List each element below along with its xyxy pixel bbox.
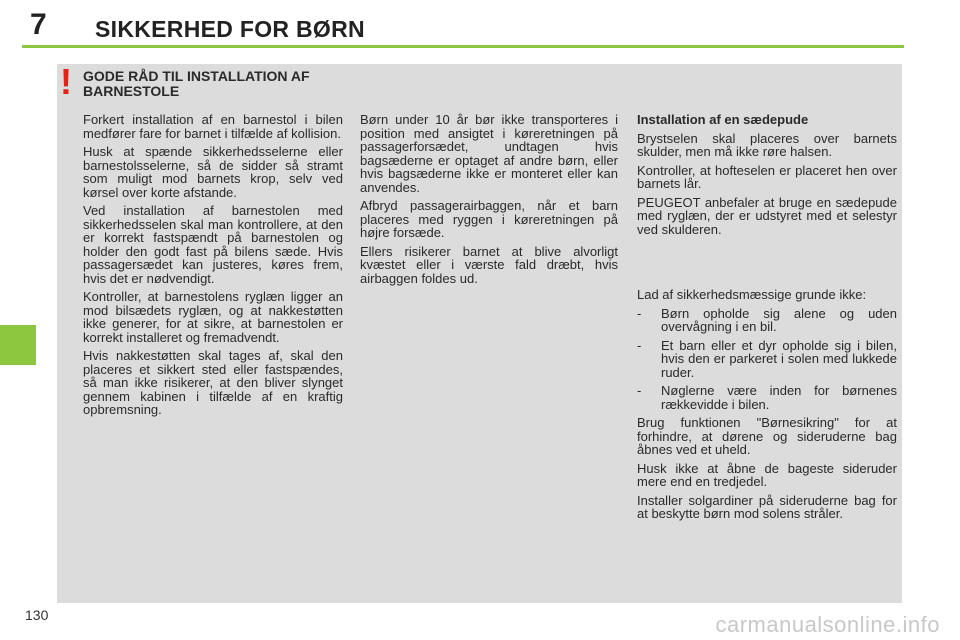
chapter-title: SIKKERHED FOR BØRN [95,16,365,42]
paragraph: Børn under 10 år bør ikke transporteres i position med ansigtet i køreretningen på passagerforsædet, undtagen hvis bagsæderne er optaget af andre børn, eller hvis bagsæderne ikke er monteret eller kan anvendes. [360,112,618,195]
list-item-text: Børn opholde sig alene og uden overvågning i en bil. [661,305,897,334]
list-item [637,384,897,411]
dash-bullet: - [637,383,642,398]
paragraph: Brug funktionen "Børnesikring" for at forhindre, at dørene og sideruderne bag åbnes ved et uheld. [637,415,897,457]
dash-bullet: - [637,305,642,321]
paragraph: Installer solgardiner på sideruderne bag for at beskytte børn mod solens stråler. [637,492,897,521]
paragraph: Husk ikke at åbne de bageste sideruder mere end en tredjedel. [637,460,897,489]
paragraph-intro: Lad af sikkerhedsmæssige grunde ikke: [637,287,867,302]
section-title: GODE RÅD TIL INSTALLATION AF BARNESTOLE [83,68,310,99]
paragraph: Hvis nakkestøtten skal tages af, skal den placeres et sikkert sted eller fastspændes, så man ikke risikerer, at den bliver slynget gennem kabinen i tilfælde af en kraftig opbremsning. [83,348,343,417]
text-column-1 [83,113,343,422]
list-item-text: Nøglerne være inden for børnenes rækkevidde i bilen. [661,383,897,412]
list-item [637,339,897,380]
text-column-2 [360,113,618,290]
paragraph: Husk at spænde sikkerhedsselerne eller barnestolsselerne, så de sidder så stramt som muligt mod barnets krop, selv ved kørsel over korte afstande. [83,144,343,200]
text-column-3 [637,113,897,241]
dash-bullet: - [637,337,642,353]
paragraph: Kontroller, at barnestolens ryglæn ligger an mod bilsædets ryglæn, og at nakkestøtten ikke generer, for at sikre, at barnestolen er korrekt installeret og fremadvendt. [83,289,343,345]
list-item [637,307,897,334]
page-number: 130 [25,607,49,623]
paragraph: Afbryd passagerairbaggen, når et barn placeres med ryggen i køreretningen på højre forsæde. [360,198,618,240]
paragraph: Forkert installation af en barnestol i bilen medfører fare for barnet i tilfælde af kollision. [83,112,343,141]
watermark: carmanualsonline.info [715,612,940,637]
paragraph: Kontroller, at hofteselen er placeret hen over barnets lår. [637,162,897,191]
chapter-number: 7 [30,8,47,41]
header-divider [22,45,904,48]
chapter-side-tab [0,325,36,365]
paragraph: PEUGEOT anbefaler at bruge en sædepude med ryglæn, der er udstyret med et selestyr ved skulderen. [637,194,897,237]
dash-list [637,307,897,412]
paragraph: Ved installation af barnestolen med sikkerhedsselen skal man kontrollere, at den er korrekt fastspændt på barnestolen og holder den godt fast på bilens sæde. Hvis passagersædet kan justeres, køres frem, hvis det er nødvendigt. [83,203,343,286]
list-item-text: Et barn eller et dyr opholde sig i bilen, hvis den er parkeret i solen med lukkede ruder. [661,337,897,380]
warning-exclamation-icon: ! [60,61,72,102]
paragraph: Ellers risikerer barnet at blive alvorligt kvæstet eller i værste fald dræbt, hvis airbaggen foldes ud. [360,243,618,286]
subheading-booster-seat: Installation af en sædepude [637,112,809,127]
text-column-4 [637,288,897,526]
paragraph: Brystselen skal placeres over barnets skulder, men må ikke røre halsen. [637,130,897,159]
